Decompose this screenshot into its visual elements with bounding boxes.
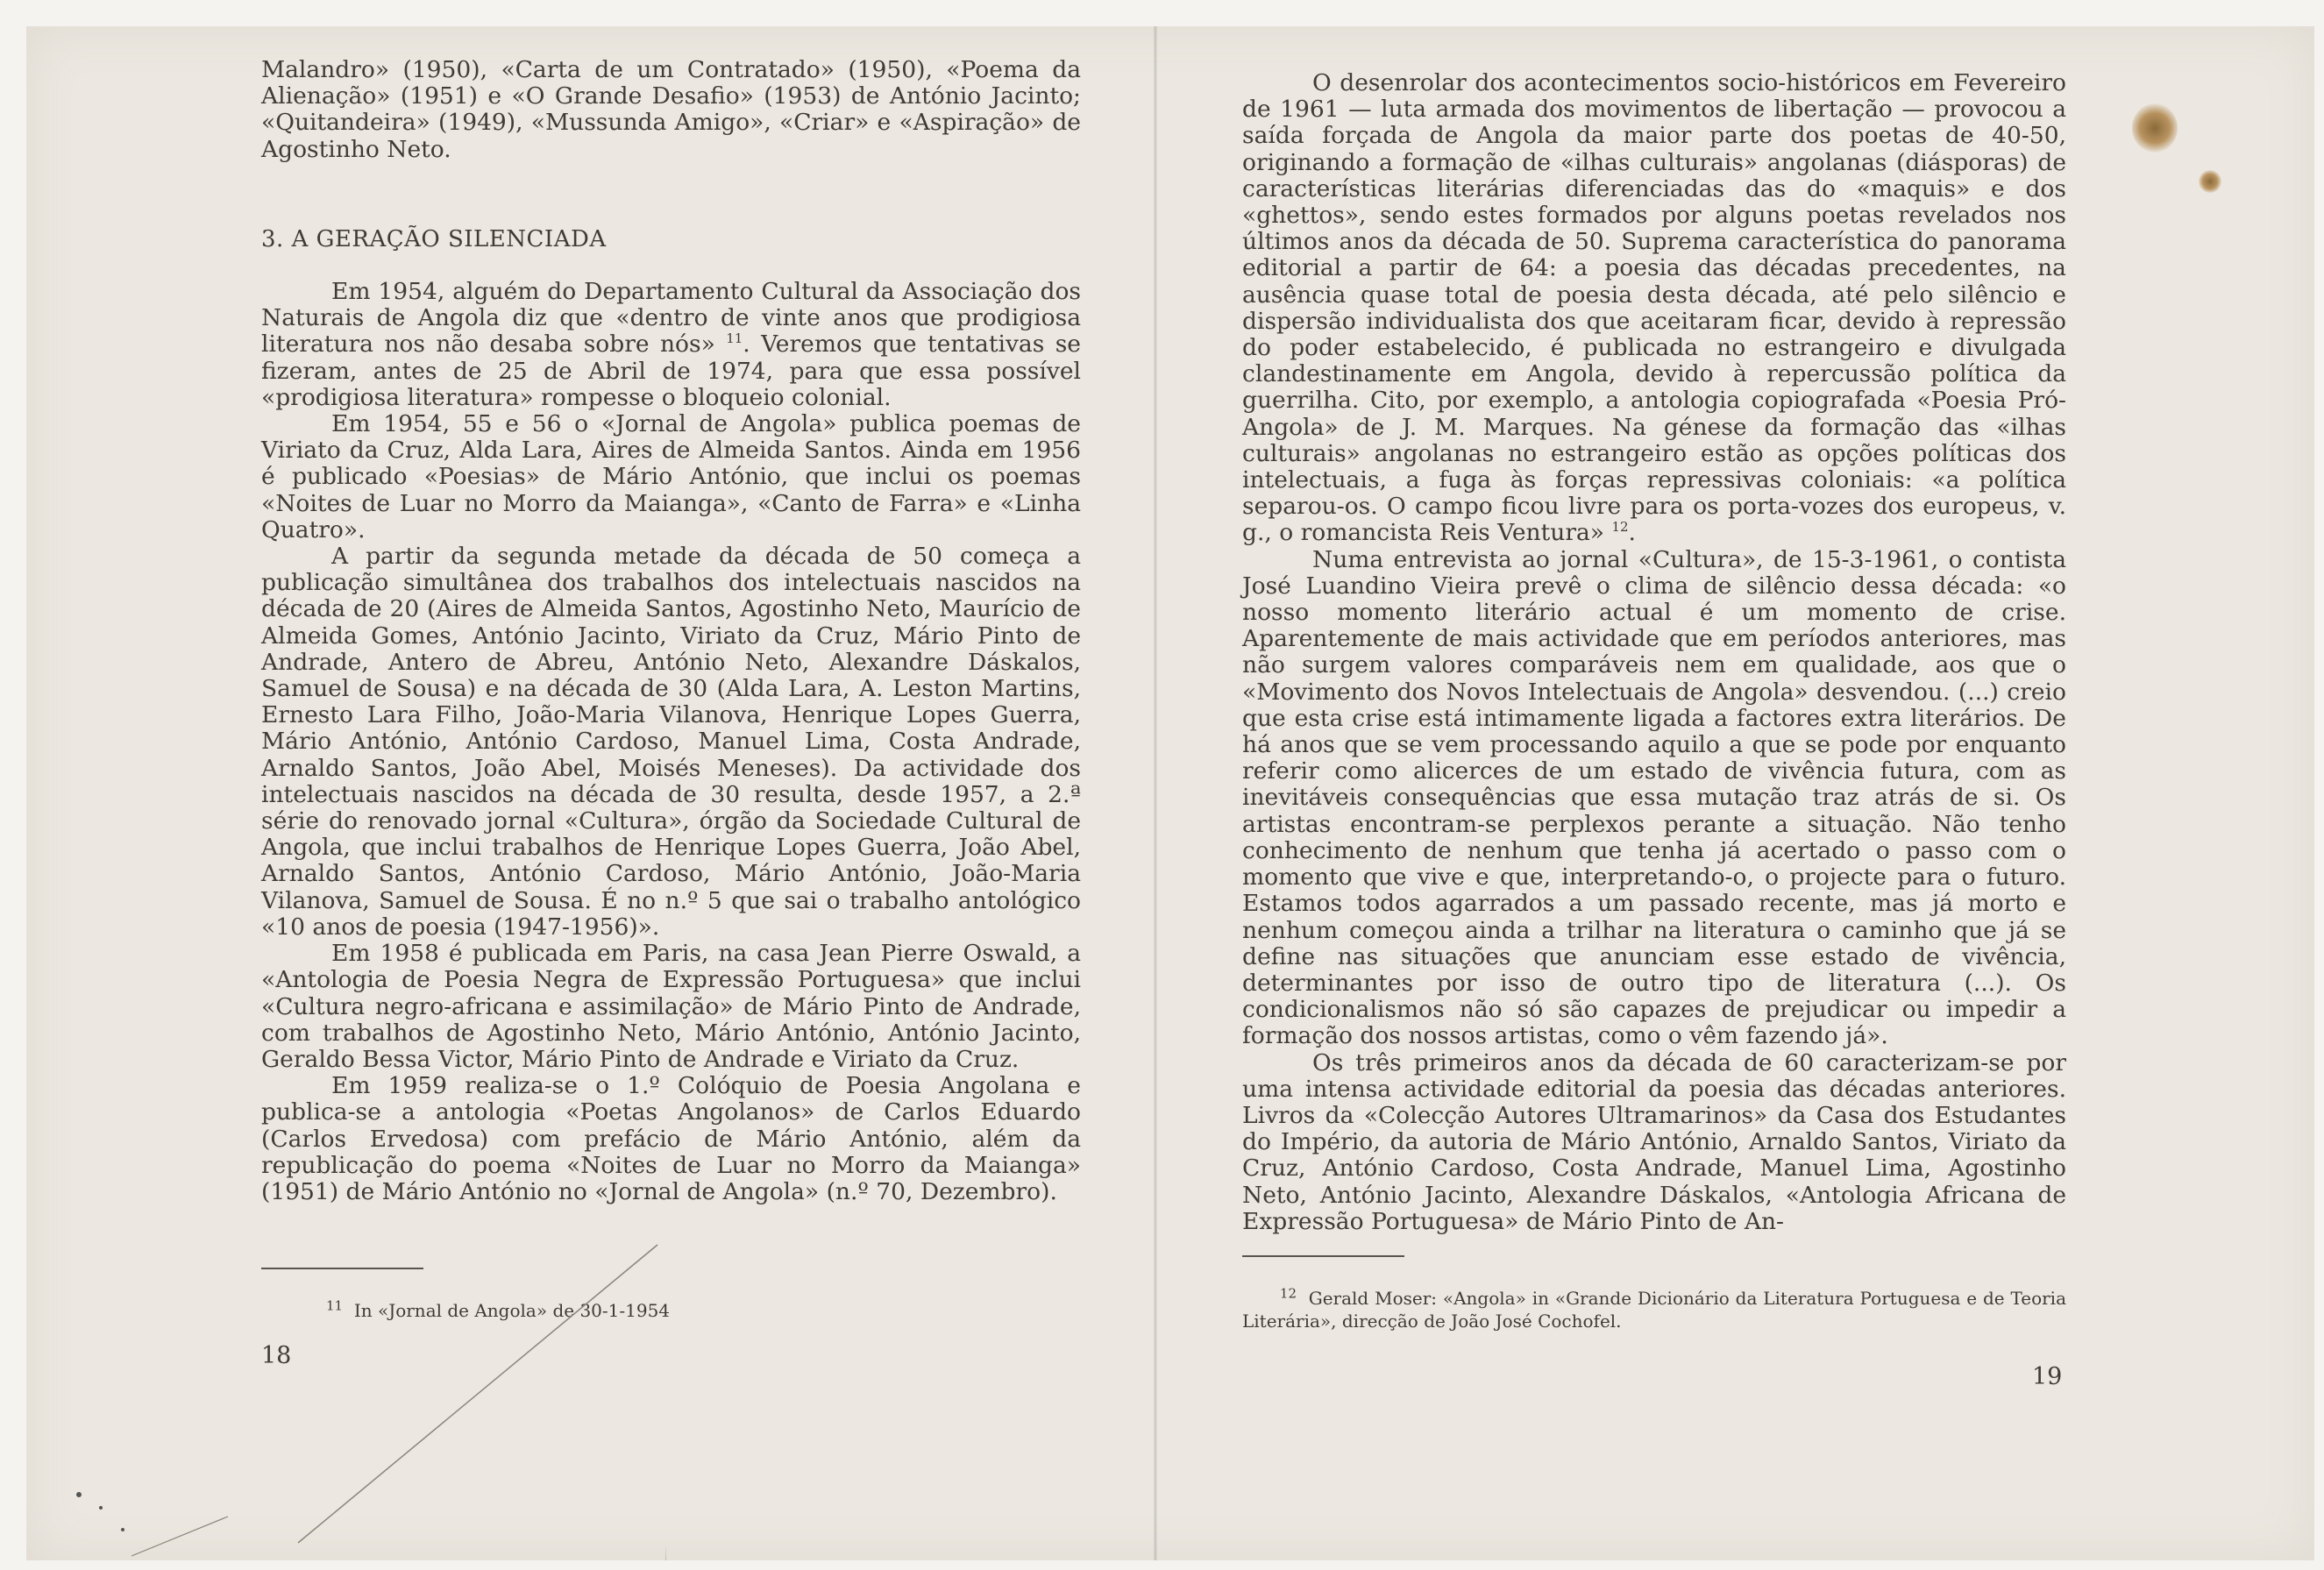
footnote-number: 12 — [1279, 1285, 1297, 1302]
stain-mark — [2199, 170, 2221, 193]
paragraph: Malandro» (1950), «Carta de um Contratado» (1950), «Poema da Alienação» (1951) e «O Grande Desafio» (1953) de António Jacinto; «Quitandeira» (1949), «Mussunda Amigo», «Criar» e «Aspiração» de Agostinho Neto. — [261, 56, 1081, 163]
paragraph: Em 1954, alguém do Departamento Cultural da Associação dos Naturais de Angola diz que «dentro de vinte anos que prodigiosa literatura nos não desaba sobre nós» $^{11}$. Veremos que tentativas se fizeram, antes de 25 de Abril de 1974, para que essa possível «prodigiosa literatura» rompesse o bloqueio colonial. — [261, 278, 1081, 411]
pencil-line — [53, 1227, 666, 1560]
footnote-text: In «Jornal de Angola» de 30-1-1954 — [353, 1300, 671, 1321]
footnote-ref: 12 — [1611, 519, 1629, 536]
paragraph: Em 1959 realiza-se o 1.º Colóquio de Poesia Angolana e publica-se a antologia «Poetas Angolanos» de Carlos Eduardo (Carlos Ervedosa) com prefácio de Mário António, além da republicação do poema «Noites de Luar no Morro da Maianga» (1951) de Mário António no «Jornal de Angola» (n.º 70, Dezembro). — [261, 1072, 1081, 1205]
footnote-text: Gerald Moser: «Angola» in «Grande Dicionário da Literatura Portuguesa e de Teoria Literária», direcção de João José Cochofel. — [1242, 1288, 2067, 1332]
stain-mark — [2132, 103, 2178, 153]
page-fold — [1154, 26, 1157, 1560]
paragraph: Em 1954, 55 e 56 o «Jornal de Angola» publica poemas de Viriato da Cruz, Alda Lara, Aires de Almeida Santos. Ainda em 1956 é publicado «Poesias» de Mário António, que inclui os poemas «Noites de Luar no Morro da Maianga», «Canto de Farra» e «Linha Quatro». — [261, 410, 1081, 543]
footnote-rule — [1242, 1255, 1404, 1257]
paragraph: Os três primeiros anos da década de 60 caracterizam-se por uma intensa actividade editorial da poesia das décadas anteriores. Livros da «Colecção Autores Ultramarinos» da Casa dos Estudantes do Império, da autoria de Mário António, Arnaldo Santos, Viriato da Cruz, António Cardoso, Costa Andrade, Manuel Lima, Agostinho Neto, António Jacinto, Alexandre Dáskalos, «Antologia Africana de Expressão Portuguesa» de Mário Pinto de An- — [1242, 1048, 2066, 1235]
paragraph: Numa entrevista ao jornal «Cultura», de 15-3-1961, o contista José Luandino Vieira prevê o clima de silêncio dessa década: «o nosso momento literário actual é um momento de crise. Aparentemente de mais actividade que em períodos anteriores, mas não surgem valores comparáveis nem em qualidade, aos que o «Movimento dos Novos Intelectuais de Angola» desvendou. (...) creio que esta crise está intimamente ligada a factores extra literários. De há anos que se vem processando aquilo a que se pode por enquanto referir como alicerces de um estado de vivência futura, com as inevitáveis consequências que essa mutação traz atrás de si. Os artistas encontram-se perplexos perante a situação. Não tenho conhecimento de nenhum que tenha já acertado o passo com o momento que vive e que, interpretando-o, o projecte para o futuro. Estamos todos agarrados a um passado recente, mas já morto e nenhum começou ainda a trilhar na literatura o caminho que já se define nas situações que anunciam esse estado de vivência, determinantes por isso de outro tipo de literatura (...). Os condicionalismos não só são capazes de prejudicar ou impedir a formação dos nossos artistas, como o vêm fazendo já». — [1242, 545, 2066, 1050]
right-page-text — [1242, 70, 2066, 1235]
paragraph: Em 1958 é publicada em Paris, na casa Jean Pierre Oswald, a «Antologia de Poesia Negra de Expressão Portuguesa» que inclui «Cultura negro-africana e assimilação» de Mário Pinto de Andrade, com trabalhos de Agostinho Neto, Mário António, António Jacinto, Geraldo Bessa Victor, Mário Pinto de Andrade e Viriato da Cruz. — [261, 940, 1081, 1073]
footnote — [1242, 1287, 2066, 1332]
page-number: 18 — [261, 1342, 292, 1369]
paragraph: A partir da segunda metade da década de 50 começa a publicação simultânea dos trabalhos dos intelectuais nascidos na década de 20 (Aires de Almeida Santos, Agostinho Neto, Maurício de Almeida Gomes, António Jacinto, Viriato da Cruz, Mário Pinto de Andrade, Antero de Abreu, António Neto, Alexandre Dáskalos, Samuel de Sousa) e na década de 30 (Alda Lara, A. Leston Martins, Ernesto Lara Filho, João-Maria Vilanova, Henrique Lopes Guerra, Mário António, António Cardoso, Manuel Lima, Costa Andrade, Arnaldo Santos, João Abel, Moisés Meneses). Da actividade dos intelectuais nascidos na década de 30 resulta, desde 1957, a 2.ª série do renovado jornal «Cultura», órgão da Sociedade Cultural de Angola, que inclui trabalhos de Henrique Lopes Guerra, João Abel, Arnaldo Santos, António Cardoso, Mário António, João-Maria Vilanova, Samuel de Sousa. É no n.º 5 que sai o trabalho antológico «10 anos de poesia (1947-1956)». — [261, 543, 1081, 941]
left-page-text — [261, 57, 1081, 1205]
paragraph: O desenrolar dos acontecimentos socio-históricos em Fevereiro de 1961 — luta armada dos movimentos de libertação — provocou a saída forçada de Angola da maior parte dos poetas de 40-50, originando a formação de «ilhas culturais» angolanas (diásporas) de características literárias diferenciadas das do «maquis» e dos «ghettos», sendo estes formados por alguns poetas revelados nos últimos anos da década de 50. Suprema característica do panorama editorial a partir de 64: a poesia das décadas precedentes, na ausência quase total de poesia desta década, até pelo silêncio e dispersão individualista dos que aceitaram ficar, devido à repressão do poder estabelecido, é publicada no estrangeiro e divulgada clandestinamente em Angola, devido à repercussão política da guerrilha. Cito, por exemplo, a antologia copiografada «Poesia Pró-Angola» de J. M. Marques. Na génese da formação das «ilhas culturais» angolanas no estrangeiro estão as opções políticas dos intelectuais, a fuga às forças repressivas coloniais: «a política separou-os. O campo ficou livre para os porta-vozes dos europeus, v. g., o romancista Reis Ventura» $^{12}$. — [1242, 69, 2066, 547]
footnote-number: 11 — [326, 1297, 344, 1314]
footnote-ref: 11 — [726, 330, 743, 347]
page-number: 19 — [2032, 1363, 2063, 1390]
section-heading: 3. A GERAÇÃO SILENCIADA — [261, 225, 607, 252]
